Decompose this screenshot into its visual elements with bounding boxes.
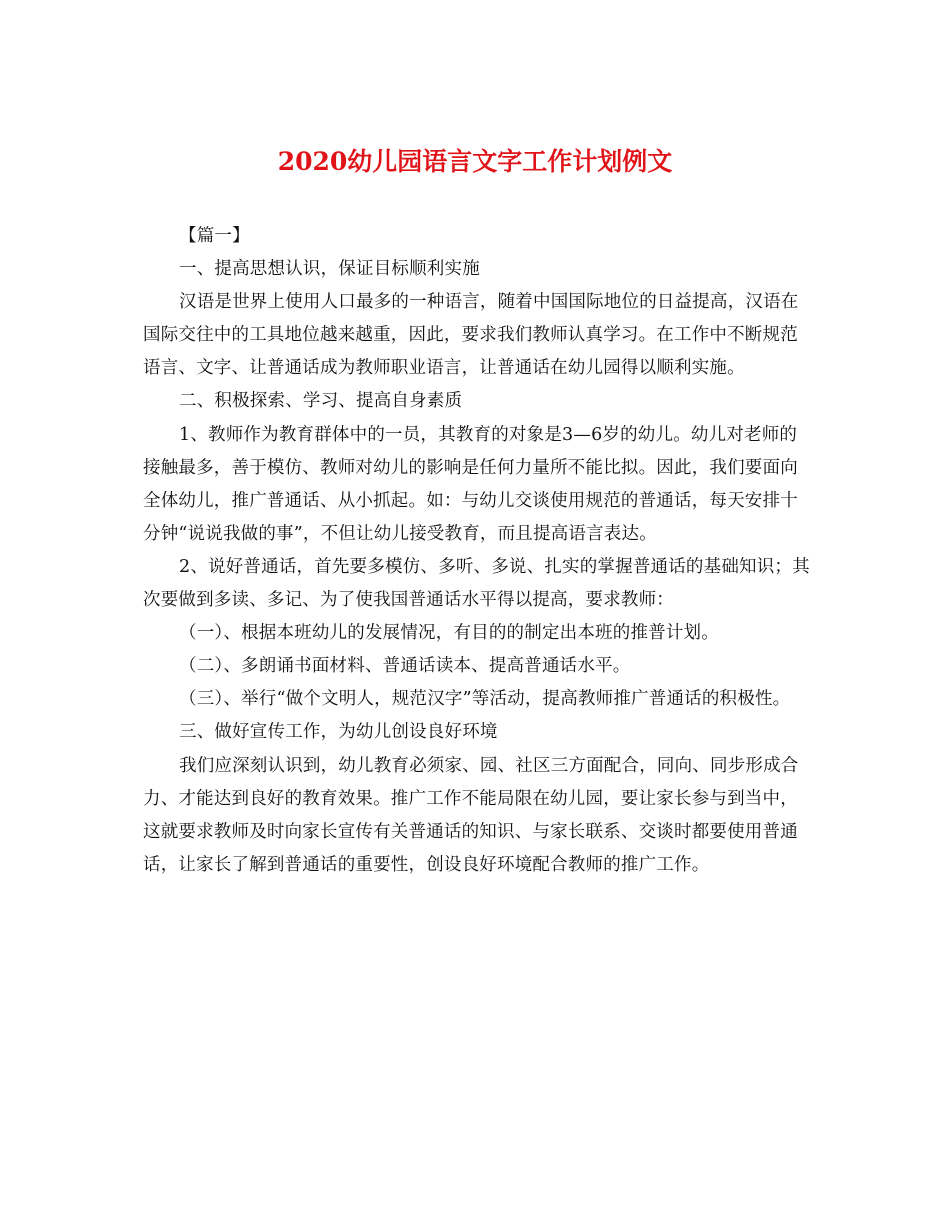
heading-3: 三、做好宣传工作，为幼儿创设良好环境 bbox=[179, 722, 498, 743]
list-item: （二）、多朗诵书面材料、普通话读本、提高普通话水平。 bbox=[179, 656, 631, 677]
document-body bbox=[143, 220, 811, 882]
list-item: （一）、根据本班幼儿的发展情况，有目的的制定出本班的推普计划。 bbox=[179, 623, 719, 644]
heading-1: 一、提高思想认识，保证目标顺利实施 bbox=[179, 259, 480, 280]
document-title: 2020幼儿园语言文字工作计划例文 bbox=[277, 147, 673, 176]
paragraph: 1、教师作为教育群体中的一员，其教育的对象是3—6岁的幼儿。幼儿对老师的接触最多，善于模仿、教师对幼儿的影响是任何力量所不能比拟。因此，我们要面向全体幼儿，推广普通话、从小抓起。如：与幼儿交谈使用规范的普通话，每天安排十分钟“说说我做的事”，不但让幼儿接受教育，而且提高语言表达。 bbox=[143, 424, 798, 544]
section-label: 【篇一】 bbox=[179, 226, 250, 246]
paragraph: 汉语是世界上使用人口最多的一种语言，随着中国国际地位的日益提高，汉语在国际交往中的工具地位越来越重，因此，要求我们教师认真学习。在工作中不断规范语言、文字、让普通话成为教师职业语言，让普通话在幼儿园得以顺利实施。 bbox=[143, 292, 799, 379]
heading-2: 二、积极探索、学习、提高自身素质 bbox=[179, 391, 463, 412]
paragraph: 2、说好普通话，首先要多模仿、多听、多说、扎实的掌握普通话的基础知识；其次要做到多读、多记、为了使我国普通话水平得以提高，要求教师： bbox=[143, 556, 810, 611]
paragraph: 我们应深刻认识到，幼儿教育必须家、园、社区三方面配合，同向、同步形成合力、才能达到良好的教育效果。推广工作不能局限在幼儿园，要让家长参与到当中，这就要求教师及时向家长宣传有关普通话的知识、与家长联系、交谈时都要使用普通话，让家长了解到普通话的重要性，创设良好环境配合教师的推广工作。 bbox=[143, 755, 799, 875]
list-item: （三）、举行“做个文明人，规范汉字”等活动，提高教师推广普通话的积极性。 bbox=[179, 689, 791, 710]
